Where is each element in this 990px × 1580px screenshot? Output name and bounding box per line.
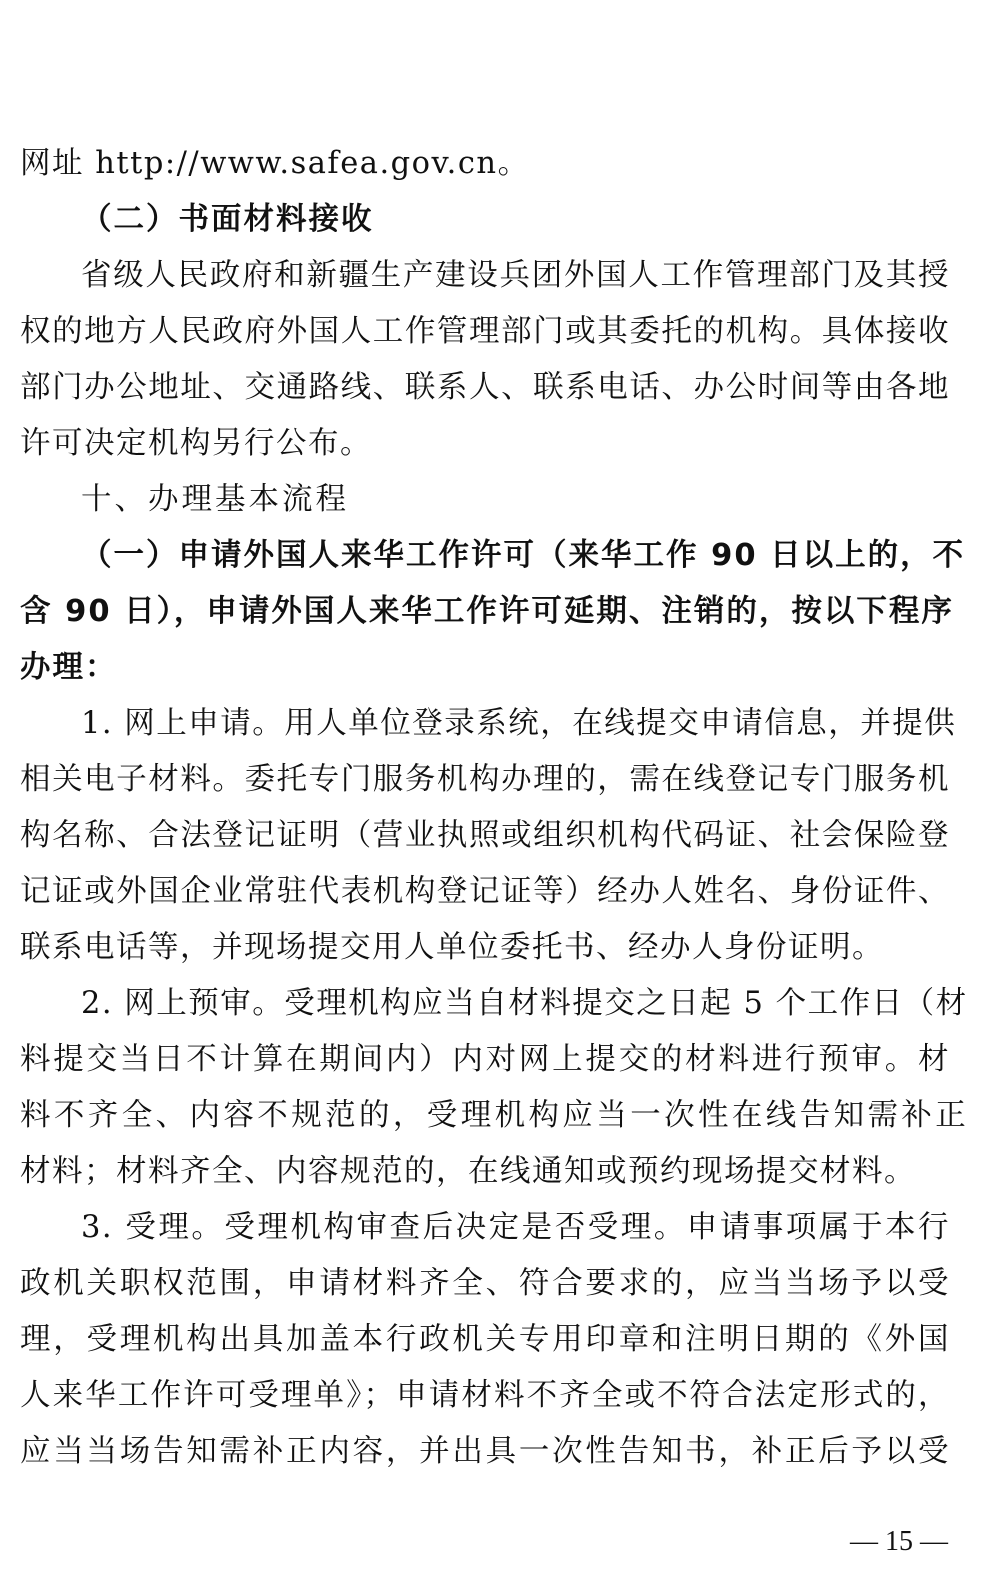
- text-line: 部门办公地址、交通路线、联系人、联系电话、办公时间等由各地: [20, 370, 950, 405]
- page-number: — 15 —: [850, 1526, 948, 1557]
- text-line: 3. 受理。受理机构审查后决定是否受理。申请事项属于本行: [81, 1210, 950, 1245]
- section-heading: 十、办理基本流程: [81, 482, 349, 517]
- subsection-heading: （一）申请外国人来华工作许可（来华工作 90 日以上的，不: [81, 538, 966, 573]
- document-page: [20, 136, 970, 1480]
- text-line: 构名称、合法登记证明（营业执照或组织机构代码证、社会保险登: [20, 818, 950, 853]
- text-line: 理，受理机构出具加盖本行政机关专用印章和注明日期的《外国: [20, 1322, 950, 1357]
- text-line: 权的地方人民政府外国人工作管理部门或其委托的机构。具体接收: [20, 314, 950, 349]
- text-line: 省级人民政府和新疆生产建设兵团外国人工作管理部门及其授: [81, 258, 950, 293]
- text-line: 相关电子材料。委托专门服务机构办理的，需在线登记专门服务机: [20, 762, 950, 797]
- text-line: 料提交当日不计算在期间内）内对网上提交的材料进行预审。材: [20, 1042, 950, 1077]
- text-line: 网址 http://www.safea.gov.cn。: [20, 146, 530, 181]
- text-line: 联系电话等，并现场提交用人单位委托书、经办人身份证明。: [20, 930, 884, 965]
- subsection-heading: 办理：: [20, 650, 118, 685]
- text-line: 应当当场告知需补正内容，并出具一次性告知书，补正后予以受: [20, 1434, 950, 1469]
- subsection-heading: 含 90 日），申请外国人来华工作许可延期、注销的，按以下程序: [20, 594, 954, 629]
- subsection-heading: （二）书面材料接收: [81, 202, 374, 237]
- text-line: 材料；材料齐全、内容规范的，在线通知或预约现场提交材料。: [20, 1154, 916, 1189]
- text-line: 料不齐全、内容不规范的，受理机构应当一次性在线告知需补正: [20, 1098, 970, 1133]
- text-line: 政机关职权范围，申请材料齐全、符合要求的，应当当场予以受: [20, 1266, 950, 1301]
- text-line: 许可决定机构另行公布。: [20, 426, 372, 461]
- text-line: 记证或外国企业常驻代表机构登记证等）经办人姓名、身份证件、: [20, 874, 950, 909]
- text-line: 1. 网上申请。用人单位登录系统，在线提交申请信息，并提供: [81, 706, 957, 741]
- text-line: 人来华工作许可受理单》；申请材料不齐全或不符合法定形式的，: [20, 1378, 950, 1413]
- text-line: 2. 网上预审。受理机构应当自材料提交之日起 5 个工作日（材: [81, 986, 968, 1021]
